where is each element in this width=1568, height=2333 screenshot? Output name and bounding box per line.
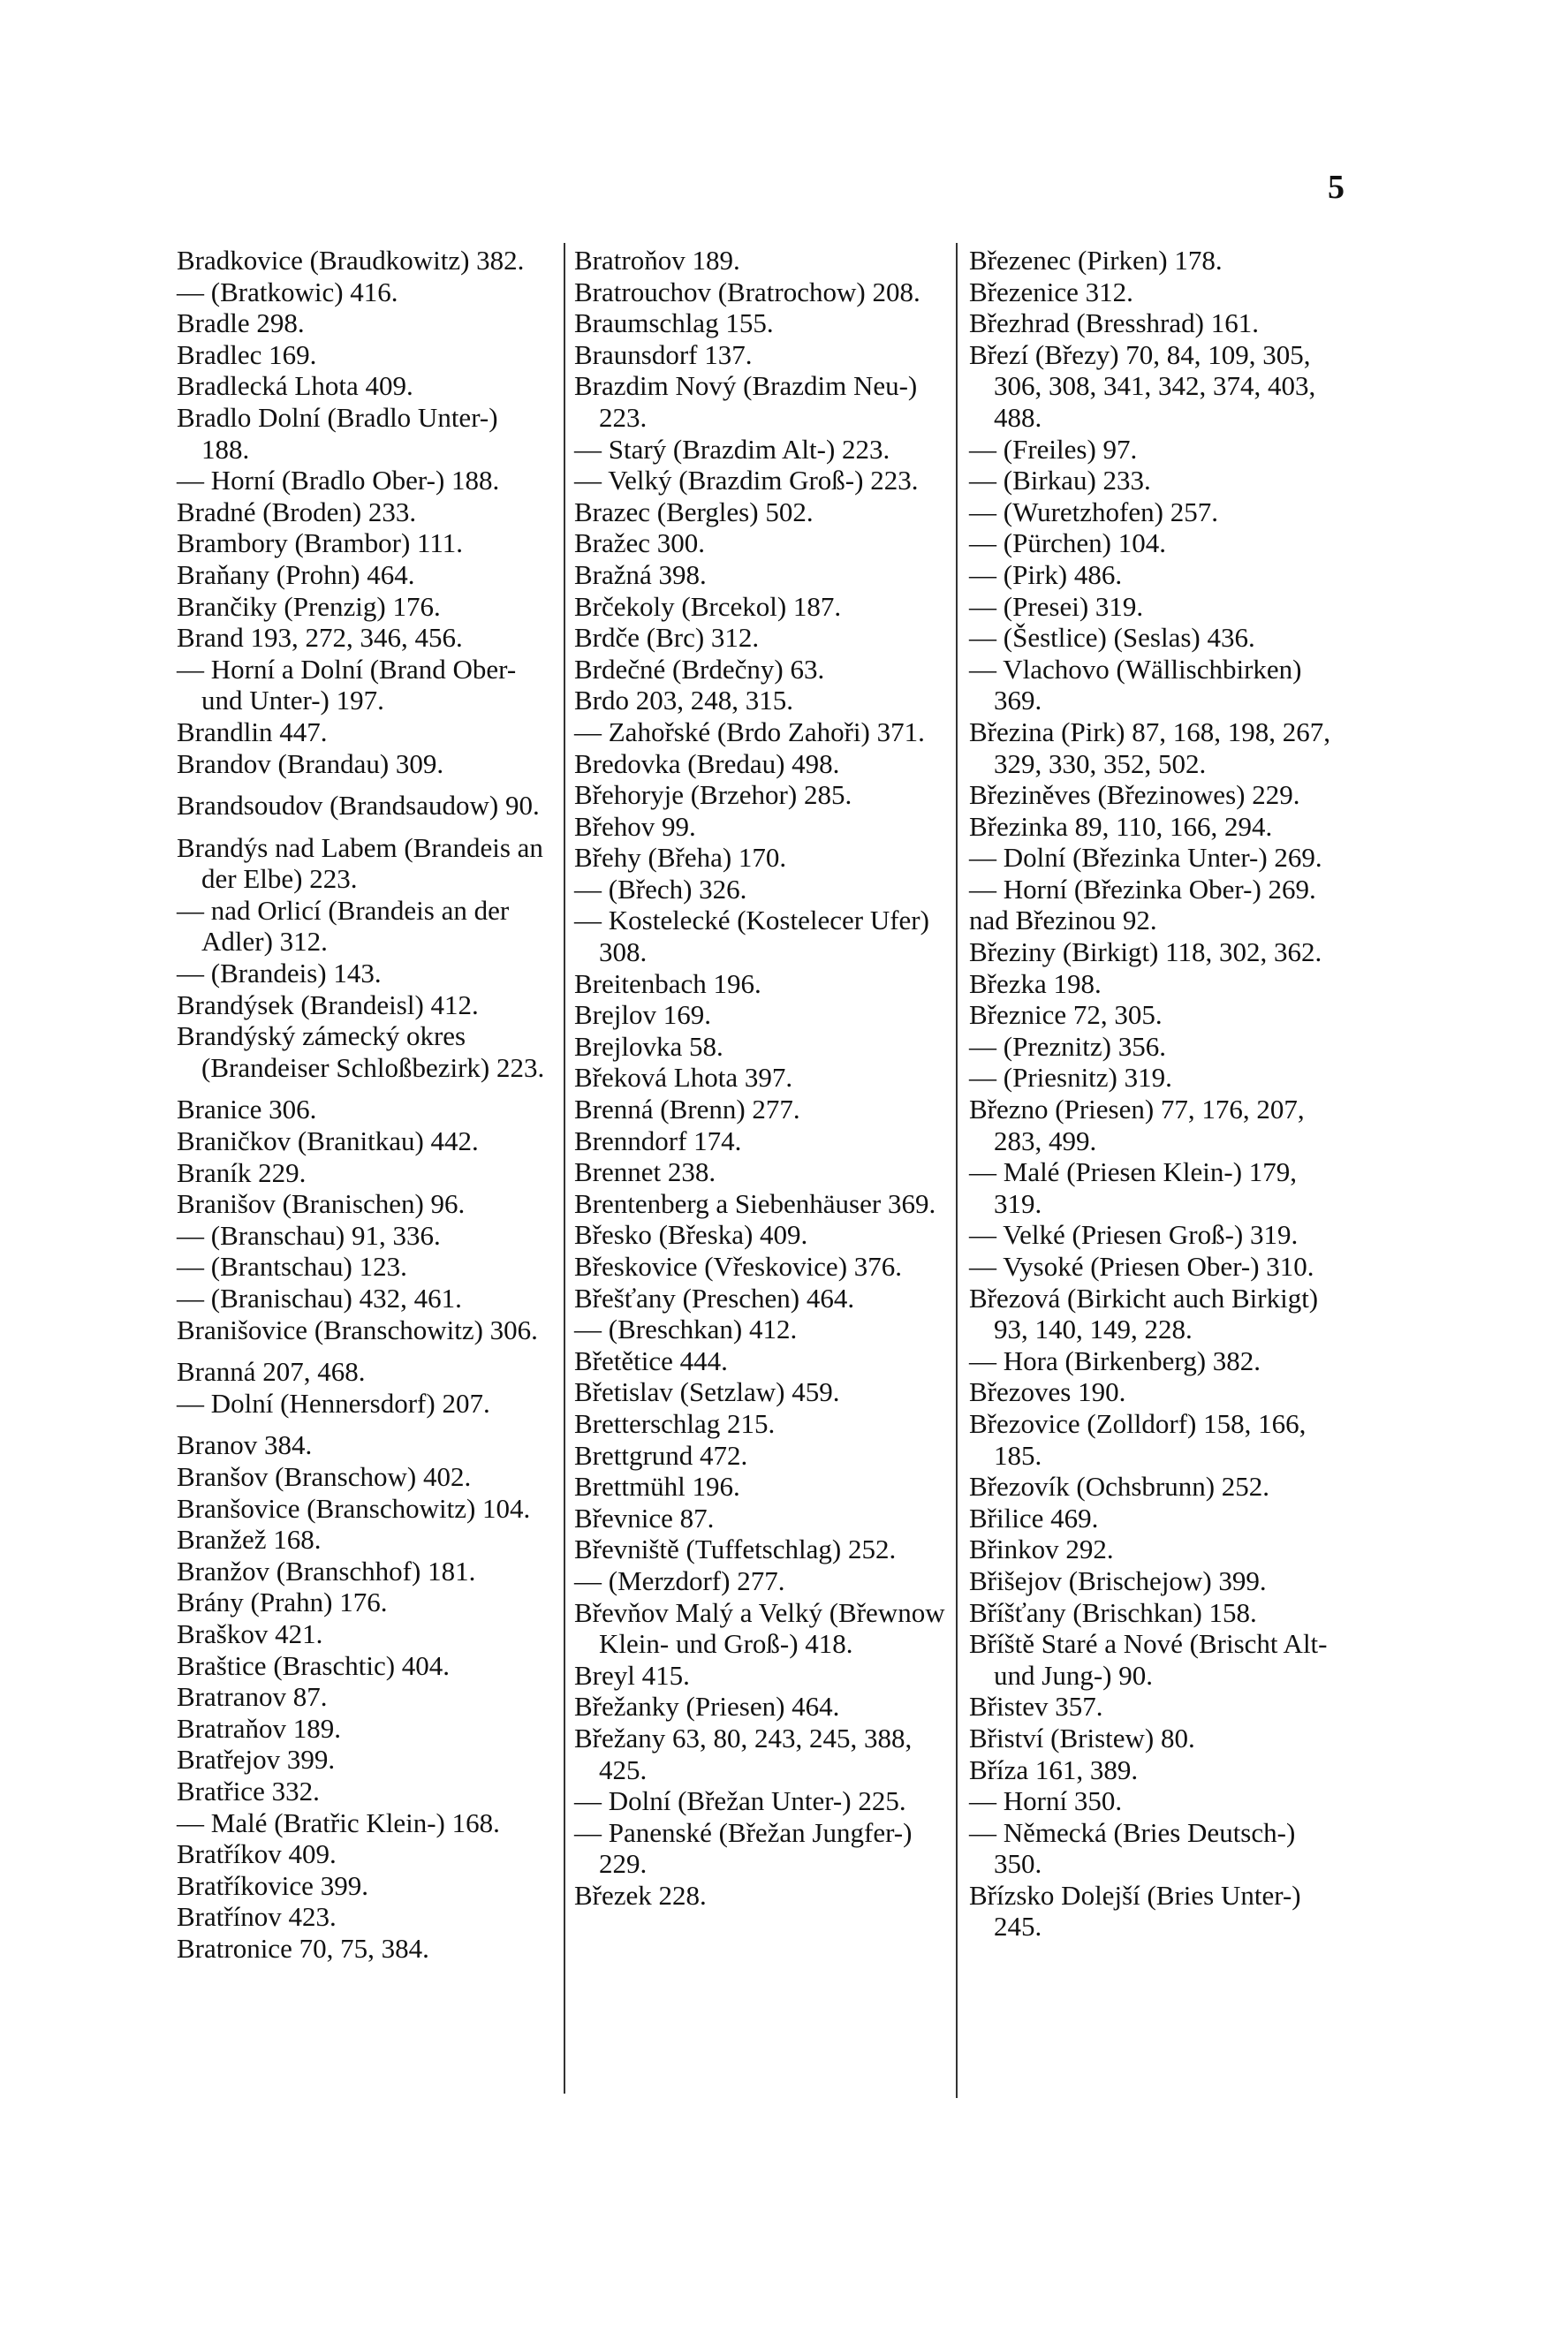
index-entry: — (Šestlice) (Seslas) 436.: [969, 622, 1255, 654]
index-entry: Bratřice 332.: [177, 1775, 320, 1807]
index-entry: Bratroňov 189.: [574, 245, 740, 276]
index-entry: Branov 384.: [177, 1429, 313, 1461]
index-column-2: [574, 245, 950, 1911]
index-entry: Bradné (Broden) 233.: [177, 496, 417, 527]
index-entry: Brandsoudov (Brandsaudow) 90.: [177, 790, 540, 822]
index-entry: Branžov (Branschhof) 181.: [177, 1555, 476, 1587]
index-entry: Brentenberg a Siebenhäuser 369.: [574, 1187, 936, 1219]
index-entry: Březovík (Ochsbrunn) 252.: [969, 1471, 1270, 1503]
index-entry: — Vysoké (Priesen Ober-) 310.: [969, 1251, 1314, 1282]
index-entry: Břesko (Břeska) 409.: [574, 1219, 808, 1251]
index-entry: Břeskovice (Vřeskovice) 376.: [574, 1251, 903, 1282]
column-divider: [956, 243, 958, 2098]
index-entry: Brazdim Nový (Brazdim Neu-) 223.: [574, 370, 918, 433]
index-entry: — Horní 350.: [969, 1785, 1123, 1817]
index-entry: — (Merzdorf) 277.: [574, 1564, 785, 1596]
index-entry: — Kostelecké (Kostelecer Ufer) 308.: [574, 905, 929, 968]
index-column-1: [177, 245, 548, 1964]
index-entry: nad Březinou 92.: [969, 905, 1157, 936]
index-entry: Bratřínov 423.: [177, 1901, 337, 1933]
index-entry: Březiněves (Březinowes) 229.: [969, 779, 1300, 811]
index-entry: — Dolní (Břežan Unter-) 225.: [574, 1785, 906, 1817]
index-entry: Březka 198.: [969, 967, 1102, 999]
column-divider: [564, 243, 565, 2094]
index-entry: — nad Orlicí (Brandeis an der Adler) 312.: [177, 894, 510, 958]
index-entry: — Velký (Brazdim Groß-) 223.: [574, 465, 919, 496]
index-entry: Bratříkov 409.: [177, 1838, 337, 1870]
index-entry: — (Presei) 319.: [969, 590, 1144, 622]
index-entry: — Malé (Priesen Klein-) 179, 319.: [969, 1156, 1298, 1219]
index-entry: — Hora (Birkenberg) 382.: [969, 1345, 1261, 1376]
index-entry: — Dolní (Březinka Unter-) 269.: [969, 842, 1322, 874]
index-column-3: [969, 245, 1349, 1943]
index-entry: Bratřejov 399.: [177, 1744, 336, 1776]
index-entry: Brčekoly (Brcekol) 187.: [574, 590, 842, 622]
index-entry: Bratranov 87.: [177, 1681, 328, 1713]
index-entry: Branná 207, 468.: [177, 1356, 366, 1388]
index-entry: — Vlachovo (Wällischbirken) 369.: [969, 653, 1302, 716]
index-entry: — (Freiles) 97.: [969, 433, 1138, 465]
index-entry: — (Preznitz) 356.: [969, 1030, 1166, 1062]
index-entry: — Horní (Bradlo Ober-) 188.: [177, 465, 500, 496]
index-entry: Brazec (Bergles) 502.: [574, 496, 814, 527]
index-entry: Braumschlag 155.: [574, 307, 774, 339]
index-entry: Březoves 190.: [969, 1376, 1126, 1408]
index-entry: — (Priesnitz) 319.: [969, 1062, 1172, 1094]
index-entry: Břevňov Malý a Velký (Břewnow Klein- und Groß-) 418.: [574, 1596, 945, 1660]
index-entry: Břeková Lhota 397.: [574, 1062, 793, 1094]
index-entry: Breyl 415.: [574, 1659, 690, 1691]
index-entry: Březnice 72, 305.: [969, 999, 1163, 1031]
index-entry: Břehoryje (Brzehor) 285.: [574, 779, 852, 811]
index-entry: Břehov 99.: [574, 810, 696, 842]
index-entry: Brenndorf 174.: [574, 1125, 742, 1156]
index-entry: Brandlin 447.: [177, 716, 328, 747]
index-entry: Brejlov 169.: [574, 999, 711, 1031]
index-entry: Břistev 357.: [969, 1691, 1103, 1723]
index-entry: Branžež 168.: [177, 1524, 322, 1556]
index-entry: Břevnice 87.: [574, 1502, 715, 1534]
index-entry: Bradlecká Lhota 409.: [177, 370, 413, 402]
index-entry: Branišovice (Branschowitz) 306.: [177, 1314, 538, 1345]
index-entry: Brány (Prahn) 176.: [177, 1587, 388, 1618]
index-entry: Bradlo Dolní (Bradlo Unter-) 188.: [177, 401, 498, 465]
index-entry: Břešťany (Preschen) 464.: [574, 1282, 855, 1314]
index-entry: Bratrouchov (Bratrochow) 208.: [574, 276, 920, 307]
index-entry: Březovice (Zolldorf) 158, 166, 185.: [969, 1407, 1307, 1471]
index-entry: Brejlovka 58.: [574, 1030, 723, 1062]
index-entry: Brennet 238.: [574, 1156, 716, 1188]
index-entry: Bretterschlag 215.: [574, 1407, 776, 1439]
index-entry: Brdče (Brc) 312.: [574, 622, 760, 654]
index-entry: Brandýský zámecký okres (Brandeiser Schloßbezirk) 223.: [177, 1020, 545, 1083]
index-entry: Brettmühl 196.: [574, 1471, 740, 1503]
index-entry: Braunsdorf 137.: [574, 338, 753, 370]
index-entry: Břinkov 292.: [969, 1534, 1114, 1565]
index-entry: — (Pirk) 486.: [969, 558, 1123, 590]
index-entry: — Horní a Dolní (Brand Ober- und Unter-) 197.: [177, 653, 517, 716]
index-entry: Březek 228.: [574, 1879, 707, 1911]
index-entry: Břízsko Dolejší (Bries Unter-) 245.: [969, 1879, 1301, 1943]
index-entry: Bříza 161, 389.: [969, 1754, 1139, 1785]
index-entry: — Dolní (Hennersdorf) 207.: [177, 1387, 490, 1419]
index-entry: — (Pürchen) 104.: [969, 527, 1166, 559]
index-entry: Brdečné (Brdečny) 63.: [574, 653, 825, 685]
index-entry: Braštice (Braschtic) 404.: [177, 1649, 451, 1681]
index-entry: — (Brantschau) 123.: [177, 1251, 407, 1283]
index-entry: Březhrad (Bresshrad) 161.: [969, 307, 1259, 339]
index-entry: Brandov (Brandau) 309.: [177, 747, 444, 779]
index-entry: Braník 229.: [177, 1156, 307, 1188]
index-entry: Bradkovice (Braudkowitz) 382.: [177, 245, 525, 276]
index-entry: Břežany 63, 80, 243, 245, 388, 425.: [574, 1722, 913, 1785]
index-entry: Branšov (Branschow) 402.: [177, 1460, 472, 1492]
index-entry: Břežanky (Priesen) 464.: [574, 1691, 840, 1723]
index-entry: Brdo 203, 248, 315.: [574, 685, 793, 716]
index-entry: Březenice 312.: [969, 276, 1133, 307]
index-entry: Březí (Březy) 70, 84, 109, 305, 306, 308, 341, 342, 374, 403, 488.: [969, 338, 1316, 433]
index-entry: — Panenské (Břežan Jungfer-) 229.: [574, 1816, 913, 1880]
index-entry: Bradlec 169.: [177, 338, 317, 370]
index-entry: Braničkov (Branitkau) 442.: [177, 1125, 479, 1157]
index-entry: Bratříkovice 399.: [177, 1869, 368, 1901]
index-entry: — Velké (Priesen Groß-) 319.: [969, 1219, 1299, 1251]
index-entry: — (Birkau) 233.: [969, 465, 1151, 496]
index-entry: Branice 306.: [177, 1094, 317, 1125]
index-entry: — (Branschau) 91, 336.: [177, 1219, 441, 1251]
index-entry: — (Bratkowic) 416.: [177, 276, 398, 307]
index-entry: — Malé (Bratřic Klein-) 168.: [177, 1807, 500, 1838]
index-entry: Brand 193, 272, 346, 456.: [177, 622, 463, 654]
index-entry: — Německá (Bries Deutsch-) 350.: [969, 1816, 1296, 1880]
index-entry: Břehy (Břeha) 170.: [574, 842, 787, 874]
index-entry: Bratronice 70, 75, 384.: [177, 1932, 429, 1964]
index-entry: Branišov (Branischen) 96.: [177, 1188, 466, 1220]
index-entry: Březinka 89, 110, 166, 294.: [969, 810, 1273, 842]
index-entry: Břevniště (Tuffetschlag) 252.: [574, 1534, 897, 1565]
index-entry: — (Breschkan) 412.: [574, 1314, 798, 1345]
index-entry: Březina (Pirk) 87, 168, 198, 267, 329, 330, 352, 502.: [969, 716, 1330, 779]
index-entry: Bříšťany (Brischkan) 158.: [969, 1596, 1257, 1628]
index-entry: Brandýsek (Brandeisl) 412.: [177, 988, 479, 1020]
index-entry: Břiství (Bristew) 80.: [969, 1722, 1195, 1754]
index-entry: Brettgrund 472.: [574, 1439, 748, 1471]
index-entry: — (Břech) 326.: [574, 873, 747, 905]
index-entry: — Starý (Brazdim Alt-) 223.: [574, 433, 890, 465]
index-entry: — Zahořské (Brdo Zahoři) 371.: [574, 716, 925, 747]
index-entry: Bříště Staré a Nové (Brischt Alt- und Jung-) 90.: [969, 1628, 1328, 1691]
index-entry: Břišejov (Brischejow) 399.: [969, 1564, 1267, 1596]
index-entry: Brandýs nad Labem (Brandeis an der Elbe) 223.: [177, 831, 543, 895]
index-entry: Brančiky (Prenzig) 176.: [177, 590, 441, 622]
index-entry: — (Branischau) 432, 461.: [177, 1283, 462, 1314]
index-entry: Braňany (Prohn) 464.: [177, 558, 415, 590]
index-entry: Branšovice (Branschowitz) 104.: [177, 1492, 531, 1524]
index-entry: Bražná 398.: [574, 558, 707, 590]
index-entry: Břilice 469.: [969, 1502, 1099, 1534]
index-entry: Braškov 421.: [177, 1617, 323, 1649]
index-entry: — (Brandeis) 143.: [177, 958, 382, 989]
index-entry: Bredovka (Bredau) 498.: [574, 747, 840, 779]
index-entry: Břetislav (Setzlaw) 459.: [574, 1376, 840, 1408]
index-entry: — (Wuretzhofen) 257.: [969, 496, 1218, 527]
index-entry: Bražec 300.: [574, 527, 706, 559]
index-entry: Březová (Birkicht auch Birkigt) 93, 140, 149, 228.: [969, 1282, 1319, 1345]
index-entry: Brambory (Brambor) 111.: [177, 527, 463, 559]
index-entry: — Horní (Březinka Ober-) 269.: [969, 873, 1316, 905]
index-entry: Březno (Priesen) 77, 176, 207, 283, 499.: [969, 1094, 1305, 1156]
index-entry: Březiny (Birkigt) 118, 302, 362.: [969, 936, 1322, 968]
index-entry: Břetětice 444.: [574, 1345, 728, 1376]
index-entry: Bradle 298.: [177, 307, 305, 339]
index-entry: Bratraňov 189.: [177, 1712, 341, 1744]
index-entry: Breitenbach 196.: [574, 967, 761, 999]
page-number: 5: [1328, 169, 1345, 206]
index-entry: Březenec (Pirken) 178.: [969, 245, 1223, 276]
index-entry: Brenná (Brenn) 277.: [574, 1094, 800, 1125]
